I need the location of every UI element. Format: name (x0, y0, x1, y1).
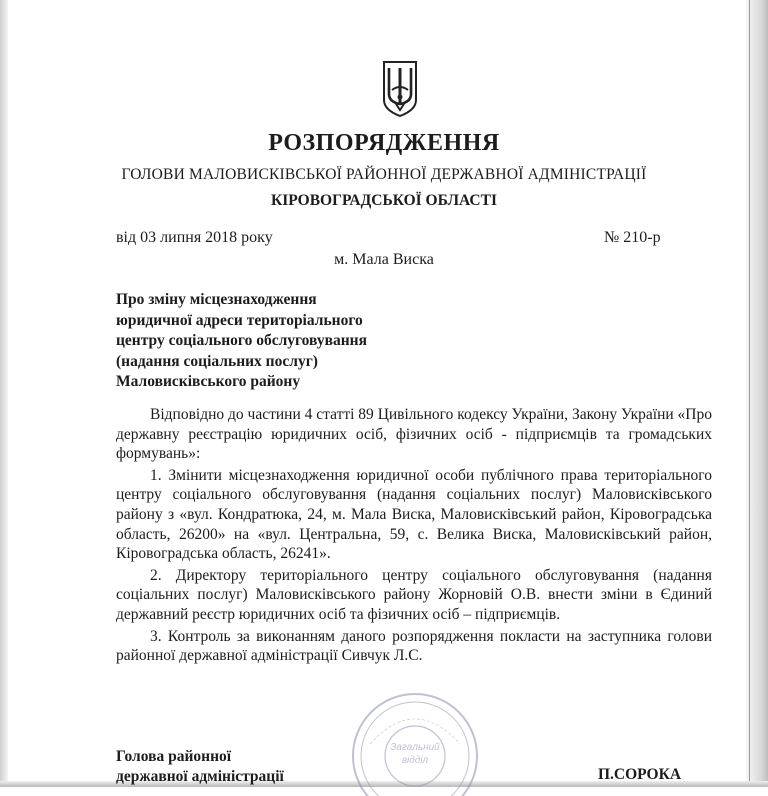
subject-line: (надання соціальних послуг) (116, 352, 318, 370)
document-city: м. Мала Виска (334, 251, 434, 268)
signature-title-line: державної адміністрації (116, 768, 284, 785)
page-left-shadow (0, 0, 8, 787)
document-subject (116, 290, 367, 393)
signature-name: П.СОРОКА (598, 766, 682, 783)
issuer-region: КІРОВОГРАДСЬКОЇ ОБЛАСТІ (270, 192, 497, 209)
document-number: № 210-р (604, 229, 661, 246)
document-date: від 03 липня 2018 року (116, 229, 273, 246)
issuer-line: ГОЛОВИ МАЛОВИСКІВСЬКОЇ РАЙОННОЇ ДЕРЖАВНОЇ АДМІНІСТРАЦІЇ (121, 166, 647, 183)
subject-line: Про зміну місцезнаходження (116, 291, 317, 308)
signature-title (116, 747, 284, 787)
official-stamp (340, 684, 490, 796)
svg-text:відділ: відділ (401, 755, 429, 766)
item-paragraph: 2. Директору територіального центру соціального обслуговування (надання соціальних послуг) Маловисківського району Жорновій О.В. внести зміни в Єдиний державний реєстр юридичних осіб та фізичних осіб – підприємців. (116, 566, 712, 623)
signature-title-line: Голова районної (116, 748, 232, 765)
item-paragraph: 3. Контроль за виконанням даного розпорядження покласти на заступника голови районної державної адміністрації Сивчук Л.С. (116, 627, 712, 665)
item-paragraph: 1. Змінити місцезнаходження юридичної особи публічного права територіального центру соціального обслуговування (надання соціальних послуг) Маловисківського району з «вул. Кондратюка, 24, м. Мала Виска, Маловисківський район, Кіровоградська область, 26200» на «вул. Центральна, 59, с. Велика Виска, Маловисківський район, Кіровоградська область, 26241». (116, 466, 712, 563)
subject-line: центру соціального обслуговування (116, 332, 367, 350)
document-body (116, 405, 712, 668)
subject-line: Маловисківського району (116, 373, 301, 391)
document-title: РОЗПОРЯДЖЕННЯ (268, 130, 500, 156)
svg-text:Загальний: Загальний (390, 742, 440, 753)
subject-line: юридичної адреси територіального (116, 311, 363, 329)
page-right-edge (749, 0, 750, 787)
trident-emblem-icon (381, 60, 419, 118)
preamble-paragraph: Відповідно до частини 4 статті 89 Цивільного кодексу України, Закону України «Про державну реєстрацію юридичних осіб, фізичних осіб - підприємців та громадських формувань»: (116, 406, 712, 463)
